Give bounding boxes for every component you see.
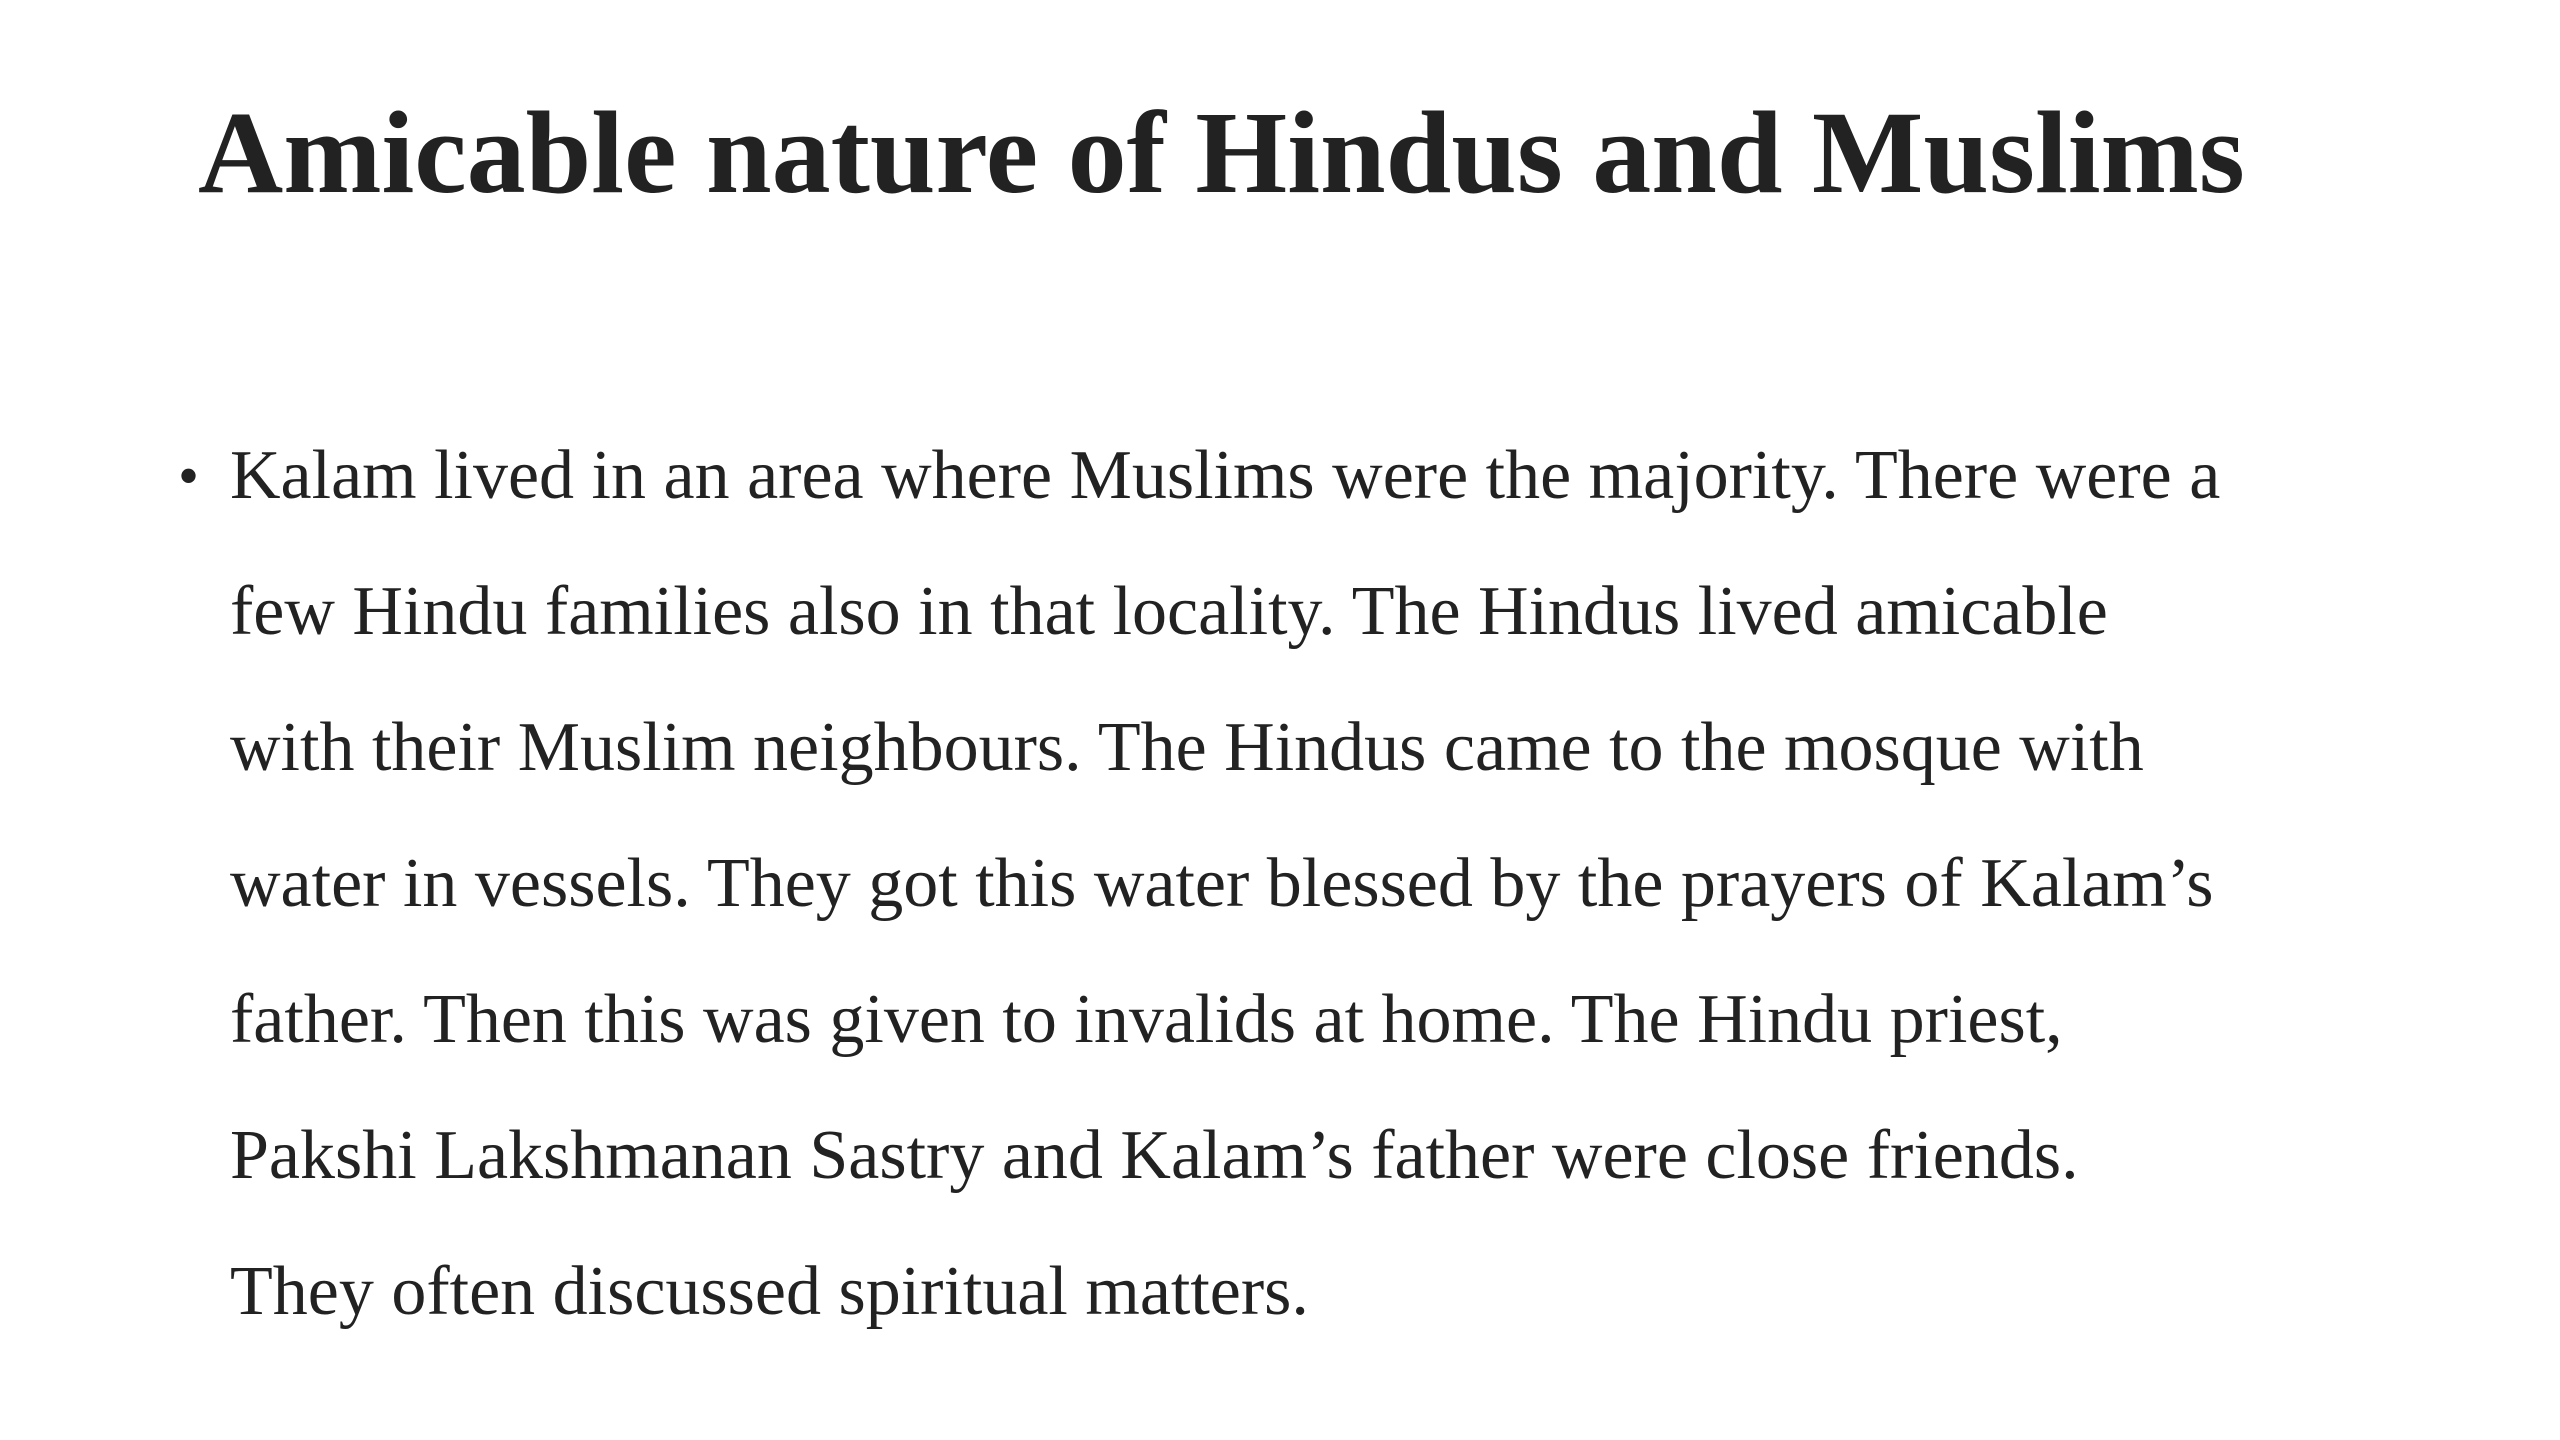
bullet-text-line: Kalam lived in an area where Muslims were the majority. There were a	[230, 437, 2221, 514]
bullet-text-line: with their Muslim neighbours. The Hindus came to the mosque with	[230, 709, 2144, 786]
bullet-text-line: Pakshi Lakshmanan Sastry and Kalam’s father were close friends.	[230, 1117, 2079, 1194]
bullet-text-line: They often discussed spiritual matters.	[230, 1253, 1309, 1330]
bullet-text-line: water in vessels. They got this water blessed by the prayers of Kalam’s	[230, 845, 2214, 922]
slide-title: Amicable nature of Hindus and Muslims	[198, 87, 2245, 218]
bullet-text-line: father. Then this was given to invalids at home. The Hindu priest,	[230, 981, 2063, 1058]
bullet-item	[0, 408, 2410, 1360]
bullet-icon: •	[178, 443, 200, 509]
bullet-text-line: few Hindu families also in that locality. The Hindus lived amicable	[230, 573, 2108, 650]
bullet-list	[0, 408, 2410, 1360]
